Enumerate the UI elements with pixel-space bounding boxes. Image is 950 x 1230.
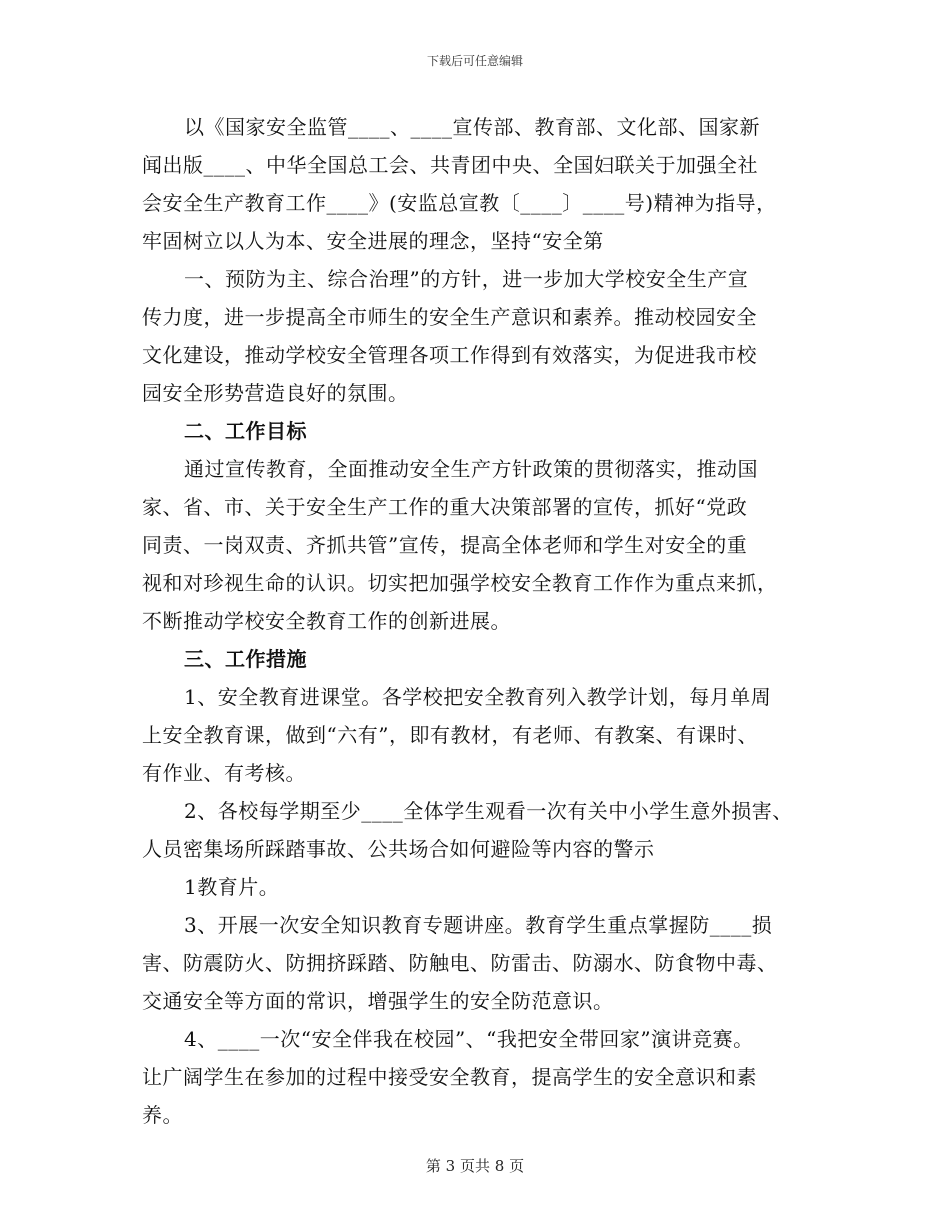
document-body [142,108,822,1134]
text-line: 养。 [142,1103,183,1127]
text-line: 视和对珍视生命的认识。切实把加强学校安全教育工作作为重点来抓， [142,571,778,595]
page-number: 第 3 页共 8 页 [425,1157,525,1175]
section-heading: 三、工作措施 [184,647,307,671]
text-line: 人员密集场所踩踏事故、公共场合如何避险等内容的警示 [142,837,655,861]
text-line: 闻出版____、中华全国总工会、共青团中央、全国妇联关于加强全社 [142,153,758,177]
section-heading: 二、工作目标 [184,419,307,443]
text-line: 1、安全教育进课堂。各学校把安全教育列入教学计划，每月单周 [184,685,772,709]
text-line: 传力度，进一步提高全市师生的安全生产意识和素养。推动校园安全 [142,305,757,329]
text-line: 4、____一次“安全伴我在校园”、“我把安全带回家”演讲竞赛。 [184,1027,754,1051]
text-line: 上安全教育课，做到“六有”，即有教材，有老师、有教案、有课时、 [142,723,758,747]
text-line: 交通安全等方面的常识，增强学生的安全防范意识。 [142,989,614,1013]
text-line: 一、预防为主、综合治理”的方针，进一步加大学校安全生产宣 [184,267,749,291]
text-line: 家、省、市、关于安全生产工作的重大决策部署的宣传，抓好“党政 [142,495,748,519]
text-line: 有作业、有考核。 [142,761,306,785]
text-line: 害、防震防火、防拥挤踩踏、防触电、防雷击、防溺水、防食物中毒、 [142,951,778,975]
text-line: 1教育片。 [184,875,280,899]
text-line: 文化建设，推动学校安全管理各项工作得到有效落实，为促进我市校 [142,343,757,367]
text-line: 会安全生产教育工作____》(安监总宣教〔____〕____号)精神为指导， [142,191,777,215]
text-line: 以《国家安全监管____、____宣传部、教育部、文化部、国家新 [184,115,760,139]
text-line: 3、开展一次安全知识教育专题讲座。教育学生重点掌握防____损 [184,913,773,937]
text-line: 同责、一岗双责、齐抓共管”宣传，提高全体老师和学生对安全的重 [142,533,748,557]
text-line: 牢固树立以人为本、安全进展的理念，坚持“安全第 [142,229,604,253]
text-line: 让广阔学生在参加的过程中接受安全教育，提高学生的安全意识和素 [142,1065,757,1089]
text-line: 不断推动学校安全教育工作的创新进展。 [142,609,511,633]
text-line: 2、各校每学期至少____全体学生观看一次有关中小学生意外损害、 [184,799,793,823]
text-line: 园安全形势营造良好的氛围。 [142,381,409,405]
page-header: 下载后可任意编辑 [426,54,523,68]
text-line: 通过宣传教育，全面推动安全生产方针政策的贯彻落实，推动国 [184,457,758,481]
